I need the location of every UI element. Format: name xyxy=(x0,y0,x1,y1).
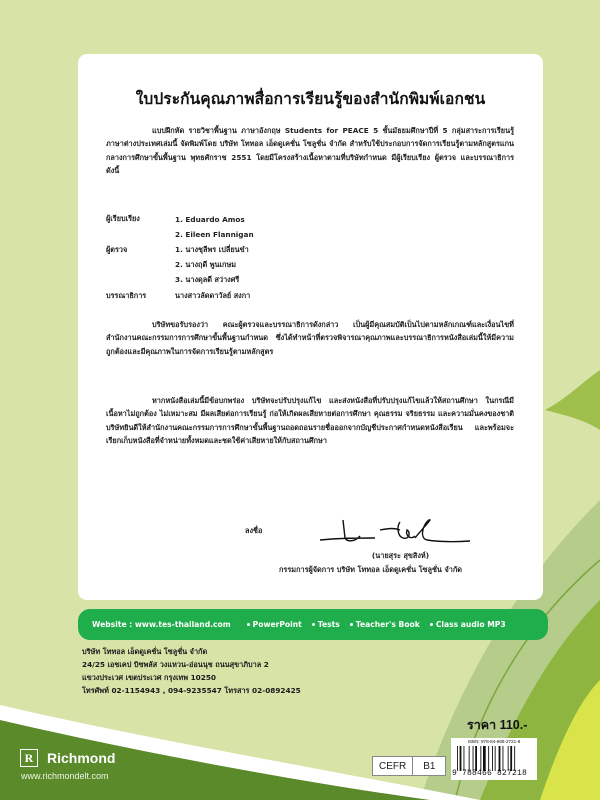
staff-row: บรรณาธิการ นางสาวลัดดาวัลย์ สงกา xyxy=(106,290,251,300)
warranty-paragraph: หากหนังสือเล่มนี้มีข้อบกพร่อง บริษัทจะปรับปรุงแก้ไข และส่งหนังสือที่ปรับปรุงแก้ไขแล้วให้สถานศึกษา ในกรณีมีเนื้อหาไม่ถูกต้อง ไม่เหมาะสม มีผลเสียต่อการเรียนรู้ ก่อให้เกิดผลเสียหายต่อการศึกษา คุณธรรม จริยธรรม และความมั่นคงของชาติ บริษัทยินดีให้สำนักงานคณะกรรมการการศึกษาขั้นพื้นฐานถอดถอนรายชื่อออกจากบัญชีประกาศกำหนดหนังสือเรียน และพร้อมจะเรียกเก็บหนังสือที่จำหน่ายทั้งหมดและชดใช้ค่าเสียหายให้กับสถานศึกษา xyxy=(106,396,514,446)
barcode-bar xyxy=(510,746,512,771)
signer-name: (นายสุระ สุขสิงห์) xyxy=(371,551,430,560)
feature-item: Tests xyxy=(312,620,340,629)
barcode-bar xyxy=(499,746,501,771)
barcode-bar xyxy=(483,746,486,771)
barcode-bar xyxy=(475,746,477,771)
cefr-level: B1 xyxy=(412,757,445,775)
isbn-barcode xyxy=(451,738,537,780)
bullet-icon xyxy=(430,623,433,626)
publisher-url[interactable]: www.richmondelt.com xyxy=(21,771,109,781)
staff-row: ผู้ตรวจ 1. นางชุลีพร เปลี่ยนขำ xyxy=(106,244,249,254)
barcode-bar xyxy=(495,746,496,771)
staff-row: ผู้เรียบเรียง 1. Eduardo Amos xyxy=(106,214,245,225)
intro-paragraph: แบบฝึกหัด รายวิชาพื้นฐาน ภาษาอังกฤษ Students for PEACE 5 ชั้นมัธยมศึกษาปีที่ 5 กลุ่มสาระการเรียนรู้ภาษาต่างประเทศเล่มนี้ จัดพิมพ์โดย บริษัท โททอล เอ็ดดูเคชั่น โซลูชั่น จำกัด สำหรับใช้ประกอบการจัดการเรียนรู้ตามหลักสูตรแกนกลางการศึกษาขั้นพื้นฐาน พุทธศักราช 2551 โดยมีโครงสร้างเนื้อหาตามที่บริษัทกำหนด มีผู้เรียบเรียง ผู้ตรวจ และบรรณาธิการดังนี้ xyxy=(106,126,514,176)
barcode-bar xyxy=(464,746,465,771)
richmond-logo-icon: R xyxy=(20,749,38,767)
address-line: บริษัท โททอล เอ็ดดูเคชั่น โซลูชั่น จำกัด xyxy=(82,647,208,656)
price-label: ราคา 110.- xyxy=(467,718,528,732)
signer-title: กรรมการผู้จัดการ บริษัท โททอล เอ็ดดูเคชั่น โซลูชั่น จำกัด xyxy=(279,565,462,574)
address-line: โทรศัพท์ 02-1154943 , 094-9235547 โทรสาร 02-0892425 xyxy=(82,686,301,695)
barcode-bar xyxy=(508,746,509,771)
barcode-digits: 9 788466 827218 xyxy=(452,769,528,778)
signature-row xyxy=(245,516,475,546)
barcode-bar xyxy=(492,746,493,771)
feature-item: Class audio MP3 xyxy=(430,620,506,629)
publisher-name: Richmond xyxy=(47,750,116,766)
staff-row: 2. Eileen Flannigan xyxy=(175,230,254,240)
bullet-icon xyxy=(247,623,250,626)
barcode-bar xyxy=(514,746,515,771)
address-line: 24/25 เอชเคป บิซพลัส วงแหวน-อ่อนนุช ถนนสุขาภิบาล 2 xyxy=(82,660,269,669)
richmond-logo xyxy=(20,749,115,767)
barcode-bars xyxy=(457,746,535,771)
certification-paragraph: บริษัทขอรับรองว่า คณะผู้ตรวจและบรรณาธิการดังกล่าว เป็นผู้มีคุณสมบัติเป็นไปตามหลักเกณฑ์และเงื่อนไขที่สำนักงานคณะกรรมการการศึกษาขั้นพื้นฐานกำหนด ซึ่งได้ทำหน้าที่ตรวจพิจารณาคุณภาพและบรรณาธิการหนังสือเล่มนี้ให้มีความถูกต้องและมีคุณภาพในการจัดการเรียนรู้ตามหลักสูตร xyxy=(106,320,514,356)
publisher-address xyxy=(82,645,301,697)
isbn-label: ISBN: 978-84-668-2721-8 xyxy=(467,739,521,744)
bullet-icon xyxy=(350,623,353,626)
bullet-icon xyxy=(312,623,315,626)
feature-item: Teacher's Book xyxy=(350,620,420,629)
cefr-badge xyxy=(372,756,446,776)
staff-row: 3. นางดุลดี สว่างศรี xyxy=(175,275,240,285)
barcode-bar xyxy=(457,746,458,771)
barcode-bar xyxy=(473,746,474,771)
sign-label: ลงชื่อ xyxy=(245,525,263,535)
barcode-bar xyxy=(480,746,481,771)
cefr-label: CEFR xyxy=(379,760,407,772)
website-link[interactable]: Website : www.tes-thailand.com xyxy=(92,620,231,629)
barcode-bar xyxy=(460,746,462,771)
barcode-bar xyxy=(469,746,470,771)
signature-image xyxy=(315,516,475,546)
staff-row: 2. นางฤดี พูนเกษม xyxy=(175,260,237,270)
staff-list xyxy=(106,212,254,304)
certificate-title: ใบประกันคุณภาพสื่อการเรียนรู้ของสำนักพิมพ์เอกชน xyxy=(135,90,486,108)
barcode-bar xyxy=(503,746,504,771)
address-line: แขวงประเวศ เขตประเวศ กรุงเทพ 10250 xyxy=(82,673,216,682)
website-banner xyxy=(78,609,548,640)
barcode-bar xyxy=(488,746,489,771)
quality-certificate-panel xyxy=(78,54,543,600)
feature-item: PowerPoint xyxy=(247,620,302,629)
